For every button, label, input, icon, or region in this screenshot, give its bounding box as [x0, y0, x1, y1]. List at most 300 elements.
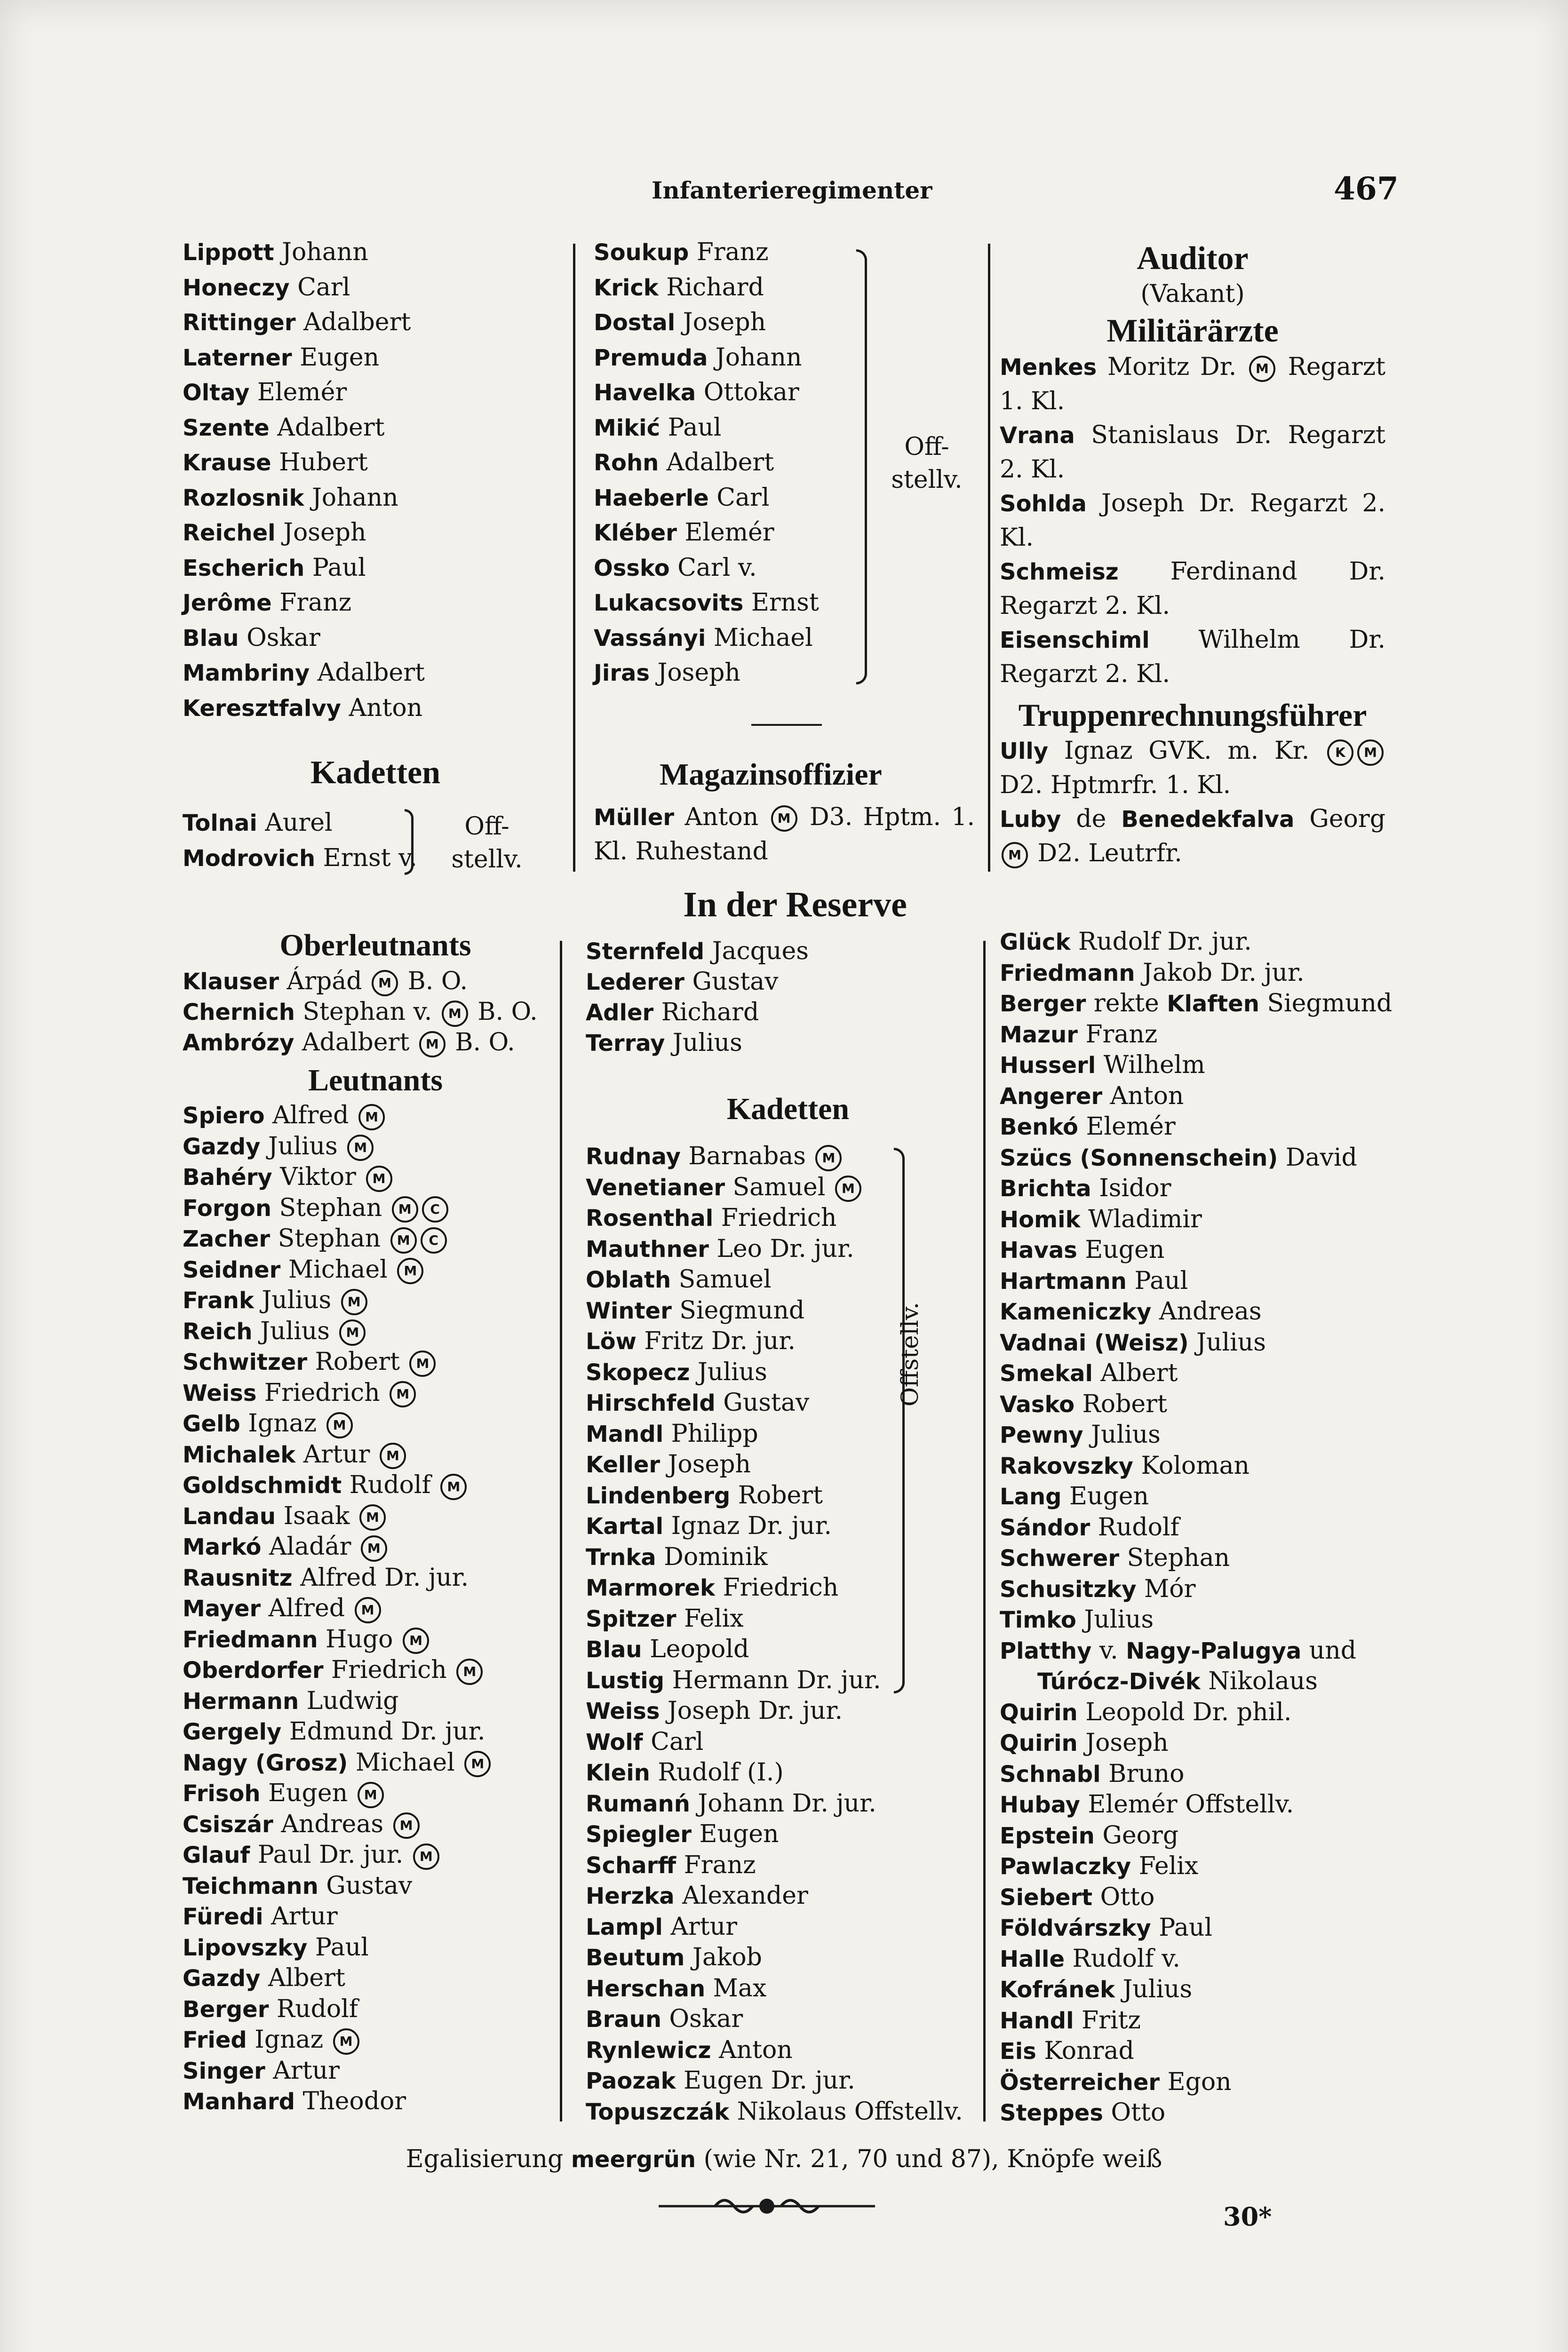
given-name: Julius — [1083, 1421, 1161, 1449]
name-entry — [183, 1162, 568, 1193]
signature-mark: 30* — [1223, 2201, 1272, 2232]
surname: Rakovszky — [1000, 1453, 1133, 1479]
name-entry — [183, 2086, 568, 2117]
given-name: Otto — [1092, 1883, 1155, 1911]
given-name: Gustav — [684, 968, 779, 996]
name-entry — [183, 966, 568, 997]
given-name: Hugo — [318, 1625, 401, 1653]
merit-mark-icon: M — [1249, 356, 1275, 382]
given-name: Johann — [304, 483, 398, 512]
section-title-auditor: Auditor — [1137, 240, 1249, 277]
given-name: Julius — [690, 1358, 767, 1386]
given-name: Julius — [254, 1286, 339, 1314]
name-entry — [183, 375, 568, 411]
surname: Ully — [1000, 738, 1049, 764]
name-entry — [1000, 1728, 1385, 1759]
name-entry — [594, 551, 979, 586]
surname: Hartmann — [1000, 1268, 1127, 1295]
reserve-list-top — [586, 936, 990, 1058]
name-entry — [586, 997, 990, 1028]
surname: Gelb — [183, 1411, 240, 1437]
surname: Honeczy — [183, 274, 290, 301]
column-divider-1 — [573, 244, 575, 872]
given-name: Gustav — [318, 1871, 413, 1900]
section-title-reserve-kadetten: Kadetten — [726, 1092, 850, 1126]
surname: Friedmann — [183, 1626, 318, 1653]
name-entry — [1000, 1944, 1385, 1975]
merit-mark-icon: M — [815, 1145, 842, 1171]
given-name: Rudolf — [269, 1994, 358, 2023]
name-entry — [586, 1449, 990, 1480]
name-entry — [586, 1357, 990, 1388]
name-entry — [594, 305, 979, 341]
surname: Keller — [586, 1452, 661, 1478]
surname: Hermann — [183, 1688, 299, 1715]
given-name: Joseph — [675, 308, 766, 336]
surname: Reichel — [183, 520, 276, 546]
name-entry — [183, 1131, 568, 1162]
surname: Quirin — [1000, 1699, 1078, 1726]
given-name: Friedrich — [256, 1378, 388, 1407]
name-entry — [586, 1819, 990, 1850]
surname: Dostal — [594, 310, 676, 336]
leutnants-list — [183, 1100, 568, 2117]
surname: Hirschfeld — [586, 1390, 716, 1416]
surname: Goldschmidt — [183, 1472, 342, 1499]
name-entry — [1000, 555, 1385, 623]
name-entry — [183, 1563, 568, 1594]
section-title-militaeraerzte: Militärärzte — [1106, 313, 1279, 349]
given-name: Rudolf Dr. jur. — [1070, 928, 1252, 956]
surname: Berger — [1000, 991, 1086, 1017]
given-name: Franz — [271, 588, 351, 617]
surname: Rohn — [594, 450, 659, 476]
officer-list — [183, 235, 568, 726]
name-entry — [1000, 1882, 1385, 1913]
given-name: Max — [705, 1974, 767, 2002]
k-mark-icon: K — [1327, 739, 1353, 766]
name-entry — [1000, 1820, 1385, 1851]
c-mark-icon: C — [422, 1196, 448, 1223]
given-name: Árpád — [279, 967, 370, 995]
surname: Glück — [1000, 929, 1071, 955]
surname: Haeberle — [594, 485, 709, 511]
surname: Lukacsovits — [594, 590, 744, 616]
surname: Lindenberg — [586, 1482, 731, 1509]
surname: Szente — [183, 414, 270, 441]
surname: Kameniczky — [1000, 1299, 1152, 1325]
name-entry — [183, 1100, 568, 1131]
surname: Braun — [586, 2006, 661, 2033]
name-entry — [586, 1881, 990, 1912]
section-title-oberleutnants: Oberleutnants — [279, 928, 471, 962]
surname: Friedmann — [1000, 960, 1135, 986]
name-entry — [586, 1419, 990, 1450]
given-name: Friedrich — [713, 1204, 837, 1232]
name-entry — [586, 1727, 990, 1758]
surname: Lampl — [586, 1914, 663, 1940]
given-name: Anton — [711, 2035, 793, 2064]
given-name: Carl — [289, 273, 350, 302]
given-name: Hermann Dr. jur. — [664, 1666, 881, 1694]
surname-part: Benedekfalva — [1121, 806, 1295, 833]
surname: Schwerer — [1000, 1545, 1119, 1572]
brace-label-line: Off- — [904, 433, 949, 461]
name-entry — [586, 1757, 990, 1788]
surname: Rozlosnik — [183, 485, 304, 511]
name-entry — [1000, 1913, 1385, 1944]
oberleutnants-list — [183, 966, 568, 1058]
name-entry — [183, 1871, 568, 1902]
given-name: Aurel — [257, 809, 333, 837]
name-entry — [586, 1634, 990, 1665]
name-entry — [1000, 1605, 1385, 1636]
given-name-part: Siegmund — [1259, 989, 1393, 1017]
surname: Terray — [586, 1030, 665, 1057]
surname: Berger — [183, 1996, 269, 2023]
surname: Vasko — [1000, 1391, 1075, 1418]
column-left — [183, 235, 568, 2117]
surname: Lang — [1000, 1484, 1062, 1510]
name-entry — [183, 1686, 568, 1717]
surname: Weiss — [183, 1380, 257, 1406]
merit-mark-icon: M — [442, 1001, 468, 1027]
name-entry — [183, 1624, 568, 1655]
surname: Pawlaczky — [1000, 1853, 1131, 1880]
given-name: Eugen — [292, 343, 380, 372]
surname: Kofránek — [1000, 1977, 1115, 2003]
surname: Schusitzky — [1000, 1576, 1137, 1603]
given-name: Carl v. — [669, 553, 757, 582]
given-name: Oskar — [239, 623, 320, 652]
name-entry — [586, 1172, 990, 1203]
surname: Angerer — [1000, 1083, 1103, 1110]
surname: Nagy (Grosz) — [183, 1749, 348, 1776]
given-name: Stephan — [1119, 1544, 1230, 1572]
given-name: Paul — [304, 553, 366, 582]
surname: Reich — [183, 1318, 253, 1345]
name-entry — [1000, 958, 1385, 989]
given-name: Leopold Dr. phil. — [1077, 1698, 1292, 1726]
name-entry — [1000, 2067, 1385, 2098]
name-entry — [586, 1480, 990, 1511]
surname: Glauf — [183, 1842, 250, 1868]
surname: Beutum — [586, 1945, 685, 1971]
surname: Premuda — [594, 344, 708, 371]
given-name: Ignaz — [247, 2026, 331, 2054]
given-name: Isidor — [1091, 1174, 1171, 1202]
brace-label-line: stellv. — [891, 466, 963, 494]
footer-text-2: (wie Nr. 21, 70 und 87), Knöpfe weiß — [696, 2145, 1162, 2173]
merit-mark-icon: M — [1357, 739, 1384, 766]
given-name: Anton — [674, 803, 769, 831]
name-entry — [586, 1203, 990, 1234]
name-entry — [1000, 2005, 1385, 2036]
name-entry — [183, 1255, 568, 1286]
given-name: de — [1061, 805, 1122, 833]
surname: Kartal — [586, 1513, 664, 1540]
surname: Csiszár — [183, 1811, 273, 1838]
running-header: Infanterieregimenter — [652, 176, 932, 204]
surname: Michalek — [183, 1441, 296, 1468]
merit-mark-icon: M — [771, 805, 797, 832]
surname: Handl — [1000, 2007, 1074, 2034]
given-name: Andreas — [273, 1810, 391, 1838]
footer-text-1: Egalisierung — [406, 2145, 571, 2173]
given-name: Ignaz Dr. jur. — [663, 1512, 832, 1540]
given-name: Eugen — [691, 1820, 779, 1848]
surname: Paozak — [586, 2068, 676, 2094]
reserve-kadetten-label: Offstellv. — [896, 1302, 923, 1406]
given-name: Leopold — [642, 1635, 749, 1663]
name-entry — [1000, 418, 1385, 486]
reserve-list-bottom — [586, 1696, 990, 2127]
brace-label-line: stellv. — [451, 845, 523, 874]
surname: Müller — [594, 804, 675, 831]
merit-mark-icon: M — [372, 970, 398, 996]
divider-rule — [751, 724, 822, 726]
merit-mark-icon: M — [413, 1843, 439, 1870]
name-entry — [1000, 1266, 1385, 1297]
given-name: Eugen — [1077, 1236, 1165, 1264]
surname: Lustig — [586, 1667, 665, 1694]
given-name: Barnabas — [680, 1142, 814, 1170]
name-entry — [1000, 927, 1385, 958]
name-entry — [594, 656, 979, 691]
given-name: Edmund Dr. jur. — [281, 1717, 486, 1746]
given-name: Carl — [643, 1727, 704, 1756]
surname: Vrana — [1000, 422, 1075, 449]
surname: Quirin — [1000, 1730, 1078, 1756]
given-name-part: Georg — [1294, 805, 1385, 833]
given-name: Nikolaus Offstellv. — [729, 2097, 963, 2126]
merit-mark-icon: M — [403, 1628, 429, 1654]
surname-part: Klaften — [1167, 991, 1259, 1017]
surname: Sohlda — [1000, 491, 1087, 517]
given-name: Albert — [1092, 1359, 1178, 1387]
surname: Trnka — [586, 1544, 656, 1571]
name-entry — [183, 1809, 568, 1840]
surname: Bahéry — [183, 1164, 272, 1191]
surname: Smekal — [1000, 1360, 1093, 1387]
surname: Husserl — [1000, 1052, 1096, 1079]
surname: Füredi — [183, 1904, 263, 1930]
given-name: Adalbert — [294, 1028, 417, 1057]
name-entry — [586, 1388, 990, 1419]
surname: Jiras — [594, 660, 650, 686]
given-name: Isaak — [276, 1502, 358, 1530]
name-entry — [594, 586, 979, 621]
surname: Steppes — [1000, 2100, 1103, 2126]
given-name: Eugen Dr. jur. — [676, 2066, 855, 2095]
merit-mark-icon: M — [347, 1135, 374, 1161]
given-name: Moritz Dr. — [1097, 353, 1247, 381]
given-name: Adalbert — [659, 448, 774, 477]
given-name: Albert — [260, 1964, 345, 1992]
given-name: Michael — [706, 623, 813, 652]
surname: Siebert — [1000, 1884, 1093, 1911]
name-entry — [183, 551, 568, 586]
name-entry — [1000, 1112, 1385, 1143]
section-title-kadetten: Kadetten — [310, 755, 441, 791]
given-name: Georg — [1094, 1821, 1179, 1850]
given-name: Elemér Offstellv. — [1080, 1790, 1294, 1819]
name-entry — [586, 1850, 990, 1881]
name-entry — [1000, 1543, 1385, 1574]
given-name: Richard — [658, 273, 764, 302]
given-name: Alfred Dr. jur. — [292, 1563, 469, 1592]
given-name: Julius — [1114, 1975, 1193, 2003]
given-name: Siegmund — [671, 1296, 805, 1325]
name-entry — [586, 1264, 990, 1295]
surname: Markó — [183, 1534, 262, 1560]
given-name: Paul — [1126, 1266, 1188, 1295]
given-name: Joseph — [1077, 1729, 1169, 1757]
name-entry — [1000, 623, 1385, 691]
name-entry — [183, 1285, 568, 1316]
surname: Timko — [1000, 1607, 1076, 1633]
given-name: Julius — [260, 1132, 346, 1160]
surname: Krause — [183, 450, 271, 476]
given-name: Viktor — [272, 1163, 364, 1191]
name-entry — [586, 1511, 990, 1542]
name-entry — [586, 936, 990, 967]
surname: Luby — [1000, 806, 1061, 833]
kadetten-brace — [405, 809, 414, 875]
surname: Escherich — [183, 555, 305, 581]
given-name: Julius — [1076, 1605, 1154, 1634]
surname: Scharff — [586, 1852, 677, 1879]
name-entry — [586, 1326, 990, 1357]
name-entry — [1000, 1851, 1385, 1882]
page-number: 467 — [1334, 170, 1399, 207]
given-name: Rudolf — [342, 1471, 439, 1499]
surname: Rausnitz — [183, 1565, 293, 1591]
given-name: Robert — [1075, 1390, 1167, 1418]
name-entry — [1000, 2036, 1385, 2067]
given-name: Gustav — [715, 1389, 810, 1417]
given-name: Wilhelm — [1096, 1051, 1205, 1079]
given-name: Egon — [1160, 2067, 1232, 2096]
name-entry — [1000, 1666, 1385, 1697]
name-entry — [586, 2035, 990, 2066]
surname: Landau — [183, 1503, 276, 1530]
given-name: Michael — [348, 1748, 463, 1777]
given-name: Julius — [252, 1317, 338, 1345]
name-entry — [1000, 1296, 1385, 1327]
column-divider-2 — [988, 244, 990, 872]
name-entry — [1000, 734, 1385, 802]
name-entry — [1000, 1358, 1385, 1389]
merit-mark-icon: M — [419, 1031, 446, 1057]
given-name: Fritz Dr. jur. — [636, 1327, 796, 1355]
surname: Lederer — [586, 969, 685, 995]
name-entry — [183, 2025, 568, 2056]
given-name: Paul — [660, 413, 722, 442]
name-entry — [586, 2004, 990, 2035]
given-name: Fritz — [1074, 2006, 1141, 2034]
name-entry — [586, 1542, 990, 1573]
rank-info: B. O. — [447, 1028, 515, 1057]
surname: Havas — [1000, 1237, 1077, 1263]
given-name: Samuel — [671, 1265, 772, 1294]
rank-info: D2. Leutrfr. — [1030, 839, 1182, 867]
surname: Földvárszky — [1000, 1915, 1151, 1941]
surname: Schnabl — [1000, 1761, 1101, 1788]
name-entry — [183, 481, 568, 516]
name-entry — [586, 1573, 990, 1604]
surname: Blau — [586, 1637, 642, 1663]
name-entry — [183, 1932, 568, 1963]
name-entry — [183, 305, 568, 341]
given-name: Anton — [1102, 1081, 1184, 1110]
surname: Eisenschiml — [1000, 627, 1150, 653]
name-entry — [183, 997, 568, 1027]
name-entry — [1000, 1327, 1385, 1359]
given-name: Robert — [730, 1481, 823, 1510]
section-title-reserve: In der Reserve — [683, 885, 907, 924]
surname: Marmorek — [586, 1575, 715, 1601]
name-entry — [1000, 1636, 1385, 1667]
given-name: Johann — [708, 343, 802, 372]
name-entry — [1000, 1019, 1385, 1050]
surname: Rittinger — [183, 310, 296, 336]
name-entry — [183, 1408, 568, 1439]
given-name: Eugen — [260, 1779, 356, 1807]
surname: Menkes — [1000, 354, 1097, 381]
given-name: Friedrich — [715, 1573, 839, 1602]
merit-mark-icon: M — [393, 1812, 420, 1839]
given-name: Anton — [341, 693, 423, 722]
name-entry — [1000, 1081, 1385, 1112]
name-entry — [183, 445, 568, 481]
name-entry — [1000, 1697, 1385, 1728]
given-name: Joseph — [649, 659, 740, 687]
given-name-part: und — [1301, 1636, 1357, 1665]
surname: Topuszczák — [586, 2098, 730, 2125]
name-entry — [586, 1788, 990, 1820]
given-name: Rudolf — [1090, 1513, 1179, 1542]
merit-mark-icon: M — [339, 1319, 366, 1346]
given-name: Felix — [1131, 1852, 1199, 1880]
given-name: Jakob — [685, 1943, 762, 1971]
column-middle-reserve — [586, 936, 990, 2127]
surname: Adler — [586, 1000, 654, 1026]
surname: Pewny — [1000, 1422, 1083, 1448]
name-entry — [183, 1593, 568, 1624]
name-entry — [1000, 1050, 1385, 1081]
name-entry — [1000, 1759, 1385, 1790]
name-entry — [1000, 486, 1385, 555]
name-entry — [183, 1901, 568, 1932]
name-entry — [1000, 1173, 1385, 1204]
name-entry — [1000, 1235, 1385, 1266]
surname: Mambriny — [183, 660, 310, 686]
surname: Schwitzer — [183, 1349, 308, 1375]
surname: Schmeisz — [1000, 559, 1119, 585]
merit-mark-icon: M — [358, 1104, 385, 1130]
given-name: Koloman — [1133, 1451, 1250, 1480]
surname: Tolnai — [183, 810, 257, 836]
name-entry — [586, 1973, 990, 2004]
name-entry — [183, 1655, 568, 1686]
surname: Herschan — [586, 1975, 706, 2002]
magazinsoffizier-entry — [594, 800, 975, 868]
name-entry — [586, 1234, 990, 1265]
surname: Jerôme — [183, 590, 272, 616]
name-entry — [1000, 1204, 1385, 1235]
surname: Rynlewicz — [586, 2037, 711, 2064]
